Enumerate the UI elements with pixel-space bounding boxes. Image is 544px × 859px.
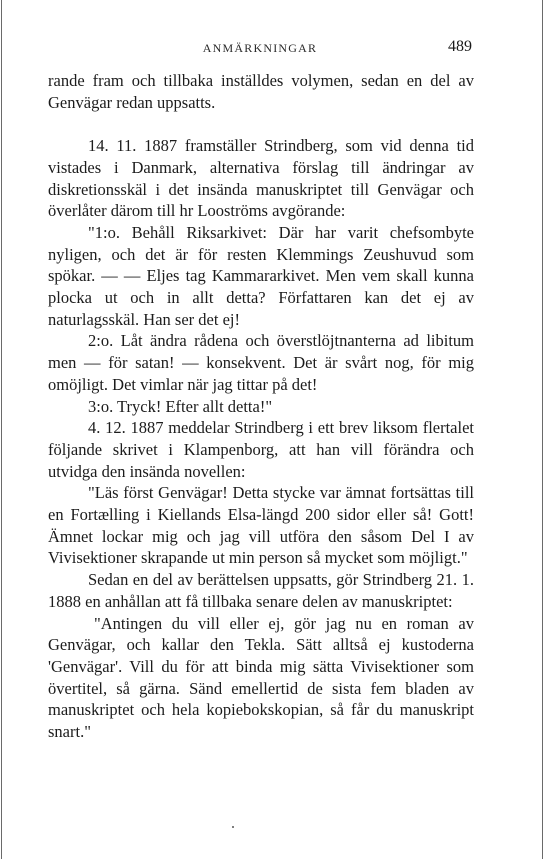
page-mark	[232, 826, 234, 828]
paragraph-spacer	[48, 113, 474, 135]
page-edge-right	[542, 0, 543, 859]
paragraph-note-14-11-1887: 14. 11. 1887 framställer Strindberg, som vid denna tid vistades i Danmark, alternativa förslag till ändringar av diskretionsskäl i det insända manuskriptet till Genvägar och överlåter därom till hr Looströms avgörande:	[48, 136, 474, 221]
paragraph-note-4-12-1887: 4. 12. 1887 meddelar Strindberg i ett brev liksom flertalet följande skrivet i Klampenborg, att han vill förändra och utvidga den insända novellen:	[48, 418, 474, 481]
page-header	[48, 38, 472, 57]
paragraph-quote-tekla: "Antingen du vill eller ej, gör jag nu en roman av Genvägar, och kallar den Tekla. Sätt alltså ej kustoderna 'Genvägar'. Vill du för att binda mig sätta Vivisektioner som övertitel, så gärna. Sänd emellertid de sista fem bladen av manuskriptet och hela kopiebokskopian, så får du manuskript snart."	[48, 613, 474, 742]
paragraph-quote-point-3: 3:o. Tryck! Efter allt detta!"	[88, 396, 273, 416]
paragraph-quote-point-2: 2:o. Låt ändra rådena och överstlöjtnanterna ad libitum men — för satan! — konsekvent. Det är svårt nog, för mig omöjligt. Det vimlar när jag tittar på det!	[48, 331, 474, 394]
page-body	[48, 70, 474, 743]
paragraph-quote-genvagar: "Läs först Genvägar! Detta stycke var ämnat fortsättas till en Fortælling i Kiellands Elsa-längd 200 sidor eller så! Gott! Ämnet lockar mig och jag vill utföra den såsom Del I av Vivisektioner skrapande ut min person så mycket som möjligt."	[48, 483, 474, 568]
paragraph-quote-point-1: "1:o. Behåll Riksarkivet: Där har varit chefsombyte nyligen, och det är för resten Klemmings Zeushuvud som spökar. — — Eljes tag Kammararkivet. Men vem skall kunna plocka ut och in allt detta? Författaren kan det ej av naturlagsskäl. Han ser det ej!	[48, 222, 474, 329]
running-title: ANMÄRKNINGAR	[202, 41, 318, 55]
page-edge-left	[1, 0, 2, 859]
paragraph-note-21-1-1888: Sedan en del av berättelsen uppsatts, gör Strindberg 21. 1. 1888 en anhållan att få tillbaka senare delen av manuskriptet:	[48, 570, 474, 611]
paragraph-continuation: rande fram och tillbaka inställdes volymen, sedan en del av Genvägar redan uppsatts.	[48, 71, 474, 112]
page-number: 489	[448, 38, 472, 55]
